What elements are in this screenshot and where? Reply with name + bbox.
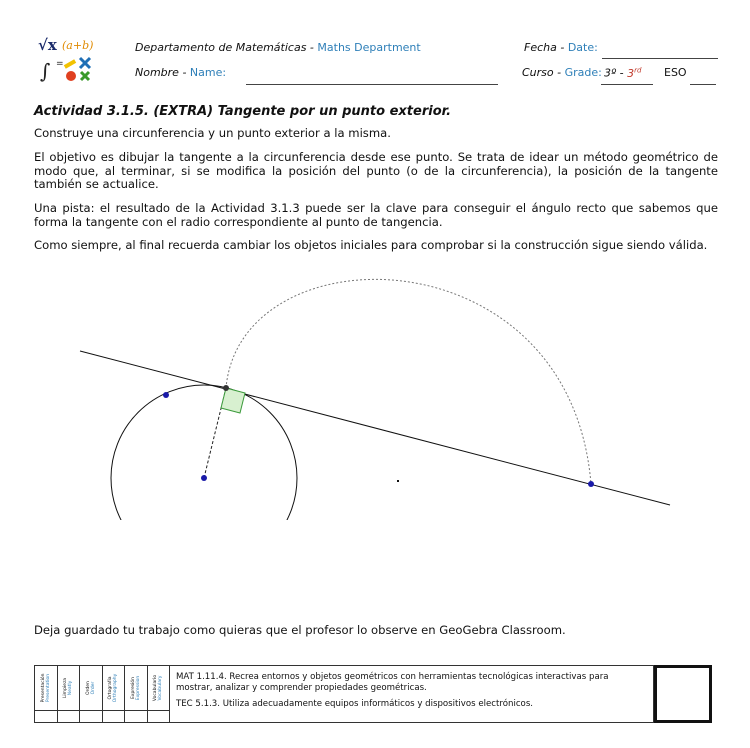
center-point: [201, 475, 207, 481]
rubric-score-cell[interactable]: [80, 711, 103, 722]
name-field-line[interactable]: [246, 84, 498, 85]
reminder-paragraph: Como siempre, al final recuerda cambiar los objetos iniciales para comprobar si la construcción sigue siendo válida.: [34, 238, 708, 252]
rubric-score-cell[interactable]: [35, 711, 58, 722]
rubric-score-cell[interactable]: [148, 711, 170, 722]
date-en: Date:: [567, 41, 598, 54]
name-sep: -: [178, 66, 190, 79]
a-plus-b-symbol: (a+b): [62, 39, 94, 52]
rubric-score-cell[interactable]: [58, 711, 81, 722]
instruction-paragraph-1: Construye una circunferencia y un punto exterior a la misma.: [34, 126, 391, 140]
green-cross-icon: [81, 72, 89, 80]
hint-paragraph: Una pista: el resultado de la Actividad 3.1.3 puede ser la clave para conseguir el ángulo recto que sabemos que forma la tangente con el radio correspondiente al punto de tangencia.: [34, 201, 718, 229]
tangent-line: [80, 351, 670, 505]
equals-symbol: =: [56, 59, 64, 69]
rubric-col-expression: Expresión Expression: [125, 666, 148, 710]
pencil-icon: [64, 59, 76, 68]
instruction-paragraph-2: El objetivo es dibujar la tangente a la circunferencia desde ese punto. Se trata de idear un método geométrico de modo que, al terminar, si se modifica la posición del punto (o de la circunferencia), la posición de la tangente también se actualice.: [34, 150, 718, 191]
grade-label: [522, 66, 602, 79]
midpoint-dot: [397, 480, 399, 482]
name-es: Nombre: [135, 66, 179, 79]
assessment-table: [34, 665, 714, 723]
exterior-point: [588, 481, 594, 487]
standard-tec: TEC 5.1.3. Utiliza adecuadamente equipos informáticos y dispositivos electrónicos.: [176, 699, 534, 709]
department-en: Maths Department: [317, 41, 421, 54]
rubric-score-cell[interactable]: [103, 711, 126, 722]
rubric-col-presentation: Presentación Presentation: [35, 666, 58, 710]
rubric-score-cell[interactable]: [125, 711, 148, 722]
grade-number: 3º: [604, 66, 617, 80]
name-en: Name:: [189, 66, 227, 79]
grade-field-line: [601, 84, 653, 85]
standards-box: [170, 665, 654, 723]
grade-en: Grade:: [564, 66, 602, 79]
name-label: [135, 66, 226, 79]
grade-value: [604, 66, 641, 80]
rubric-col-orthography: Ortografía Orthography: [103, 666, 126, 710]
date-sep: -: [556, 41, 568, 54]
department-sep: -: [306, 41, 318, 54]
grade-stage: ESO: [664, 66, 687, 79]
rubric-col-neatly: Limpieza Neatly: [58, 666, 81, 710]
grade-sep: -: [553, 66, 565, 79]
activity-title: Actividad 3.1.5. (EXTRA) Tangente por un punto exterior.: [34, 104, 452, 119]
math-department-logo: [34, 34, 112, 84]
department-label: [135, 41, 421, 54]
circle-point: [163, 392, 169, 398]
date-field-line[interactable]: [602, 58, 718, 59]
rubric-col-vocabulary: Vocabulario Vocabulary: [153, 674, 164, 702]
rubric-col-order: Orden Order: [80, 666, 103, 710]
department-es: Departamento de Matemáticas: [135, 41, 307, 54]
rubric-score-row: [34, 711, 170, 723]
dotted-arc: [226, 279, 591, 484]
date-es: Fecha: [524, 41, 557, 54]
grade-es: Curso: [522, 66, 554, 79]
circle: [111, 385, 297, 520]
date-label: [524, 41, 598, 54]
standard-mat: MAT 1.11.4. Recrea entornos y objetos geométricos con herramientas tecnológicas interactivas para mostrar, analizar y comprender propiedades geométricas.: [176, 672, 609, 693]
sqrt-x-symbol: √x: [38, 36, 57, 54]
integral-symbol: ∫: [40, 59, 51, 83]
grade-group: 3rd: [627, 66, 642, 80]
right-angle-marker: [221, 388, 245, 413]
closing-instruction: Deja guardado tu trabajo como quieras que el profesor lo observe en GeoGebra Classroom.: [34, 623, 566, 637]
x-mark-icon: [80, 58, 90, 68]
grade-extra-line[interactable]: [690, 84, 716, 85]
grade-dash: -: [616, 66, 628, 80]
rubric-header: [34, 665, 170, 711]
final-grade-box[interactable]: [654, 665, 712, 723]
tangency-point: [223, 385, 229, 391]
tangent-construction-figure: [0, 270, 750, 520]
red-shape-icon: [66, 71, 76, 81]
